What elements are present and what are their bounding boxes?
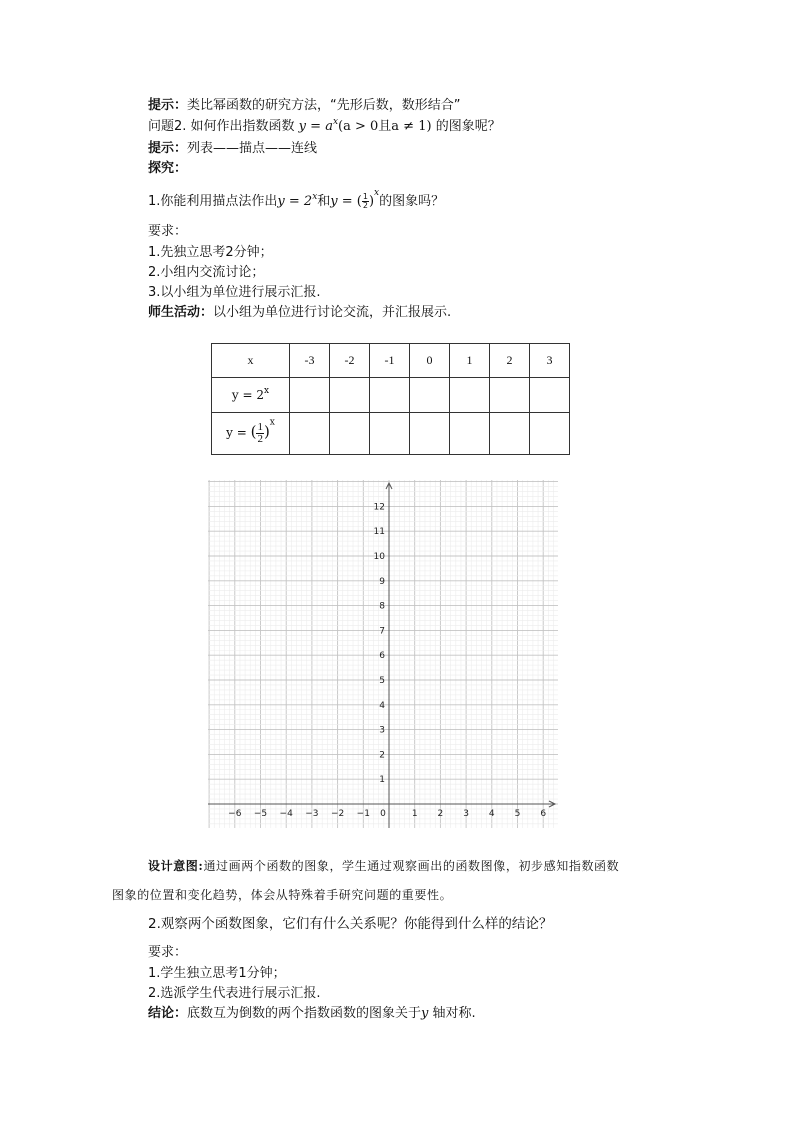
x-tick-label: −3 <box>305 809 319 819</box>
fn-exp: x <box>332 117 339 127</box>
x-tick-label: −1 <box>356 809 370 819</box>
design-intent-line-1 <box>148 857 619 875</box>
x-tick-label: −5 <box>253 809 268 819</box>
x-tick-label: 1 <box>411 809 418 819</box>
hint-line-2 <box>148 140 317 158</box>
x-tick-label: 2 <box>437 809 444 819</box>
question-2b: 2.观察两个函数图象，它们有什么关系呢？你能得到什么样的结论？ <box>148 916 553 932</box>
question-2 <box>148 118 501 136</box>
conclusion-label: 结论： <box>148 1006 188 1021</box>
x-tick-label: −4 <box>279 809 293 819</box>
hint-label: 提示： <box>148 98 188 113</box>
q1-fn1-exp: x <box>312 192 318 202</box>
table-header-value: 2 <box>490 344 530 378</box>
requirements-1-title: 要求： <box>148 224 188 239</box>
design-intent-label: 设计意图: <box>148 859 204 873</box>
q1-prefix: 1.你能利用描点法作出 <box>148 194 278 209</box>
x-tick-label: 0 <box>380 809 386 819</box>
y-tick-label: 3 <box>379 725 385 736</box>
table-cell <box>530 413 570 455</box>
x-tick-label: 5 <box>514 809 521 819</box>
question-2-suffix: 的图象呢？ <box>431 119 501 134</box>
fn-base: a <box>325 119 333 134</box>
hint-text-2: 列表——描点——连线 <box>187 141 318 156</box>
x-tick-label: 4 <box>488 809 495 819</box>
hint-line-1 <box>148 97 461 115</box>
table-header-value: -2 <box>330 344 370 378</box>
y-tick-label: 11 <box>373 527 385 538</box>
table-header-x: x <box>212 344 290 378</box>
table-header-value: -1 <box>370 344 410 378</box>
activity-label: 师生活动： <box>148 305 214 320</box>
row-label-2x: $y = 2^x$ <box>212 378 290 413</box>
y-tick-label: 9 <box>379 576 385 587</box>
conclusion-text-end: 轴对称. <box>428 1006 476 1021</box>
y-tick-label: 2 <box>379 750 385 761</box>
table-header-value: -3 <box>290 344 330 378</box>
x-tick-label: −6 <box>228 809 242 819</box>
table-cell <box>410 413 450 455</box>
table-cell <box>530 378 570 413</box>
y-tick-label: 5 <box>379 676 385 686</box>
q1-fn2-exp: x <box>374 188 380 198</box>
question-1: 1.你能利用描点法作出$y = 2^x$和y = ( $\frac{1}{2}$ )$^x$的图象吗？ <box>148 188 445 210</box>
table-cell <box>410 378 450 413</box>
table-cell <box>370 378 410 413</box>
requirement-1-item: 2.小组内交流讨论； <box>148 265 265 280</box>
table-cell <box>330 413 370 455</box>
value-table <box>211 343 570 455</box>
y-tick-label: 4 <box>379 700 385 711</box>
y-tick-label: 6 <box>379 651 385 662</box>
table-header-value: 0 <box>410 344 450 378</box>
fn-condition: (a > 0且a ≠ 1) <box>338 119 432 134</box>
requirement-1-item: 1.先独立思考2分钟； <box>148 245 273 260</box>
table-cell <box>450 378 490 413</box>
q1-fn2: y = <box>330 194 357 209</box>
table-cell <box>490 378 530 413</box>
table-cell <box>450 413 490 455</box>
fn-y: y <box>298 119 307 134</box>
q1-and: 和 <box>317 194 331 209</box>
table-header-value: 3 <box>530 344 570 378</box>
conclusion-text: 底数互为倒数的两个指数函数的图象关于 <box>187 1006 422 1021</box>
table-cell <box>290 378 330 413</box>
y-tick-label: 8 <box>379 601 385 612</box>
table-row <box>212 378 570 413</box>
y-tick-label: 10 <box>373 552 385 562</box>
table-row <box>212 413 570 455</box>
table-cell <box>490 413 530 455</box>
table-header-row <box>212 344 570 378</box>
coordinate-grid <box>208 480 558 828</box>
hint-text: 类比幂函数的研究方法，“先形后数，数形结合” <box>187 98 461 113</box>
conclusion-var: y <box>421 1006 429 1021</box>
explore-heading: 探究： <box>148 161 188 176</box>
activity-text: 以小组为单位进行讨论交流，并汇报展示. <box>213 305 452 320</box>
q1-fraction: $\frac{1}{2}$ <box>362 192 368 210</box>
y-tick-label: 7 <box>379 626 385 637</box>
q1-suffix: 的图象吗？ <box>379 194 445 209</box>
q1-fn1: y = 2 <box>277 194 313 209</box>
conclusion-line <box>148 1005 476 1023</box>
fn-eq: = <box>306 119 326 134</box>
requirement-1-item: 3.以小组为单位进行展示汇报. <box>148 285 321 300</box>
activity-line <box>148 304 451 322</box>
requirement-2-item: 1.学生独立思考1分钟； <box>148 966 286 981</box>
requirement-2-item: 2.选派学生代表进行展示汇报. <box>148 986 321 1001</box>
table-cell <box>370 413 410 455</box>
x-tick-label: 6 <box>540 809 547 819</box>
y-tick-label: 1 <box>379 775 385 786</box>
design-intent-text-1: 通过画两个函数的图象，学生通过观察画出的函数图像，初步感知指数函数 <box>203 859 620 873</box>
table-cell <box>330 378 370 413</box>
table-cell <box>290 413 330 455</box>
x-tick-label: 3 <box>463 809 469 819</box>
design-intent-line-2: 图象的位置和变化趋势，体会从特殊着手研究问题的重要性。 <box>112 888 453 902</box>
question-2-prefix: 问题2. 如何作出指数函数 <box>148 119 299 134</box>
row-label-half-x: y = ( $\frac{1}{2}$ )$^x$ <box>212 413 290 455</box>
requirements-2-title: 要求： <box>148 945 188 960</box>
table-header-value: 1 <box>450 344 490 378</box>
hint-label-2: 提示： <box>148 141 188 156</box>
y-tick-label: 12 <box>373 502 385 513</box>
x-tick-label: −2 <box>330 809 345 819</box>
